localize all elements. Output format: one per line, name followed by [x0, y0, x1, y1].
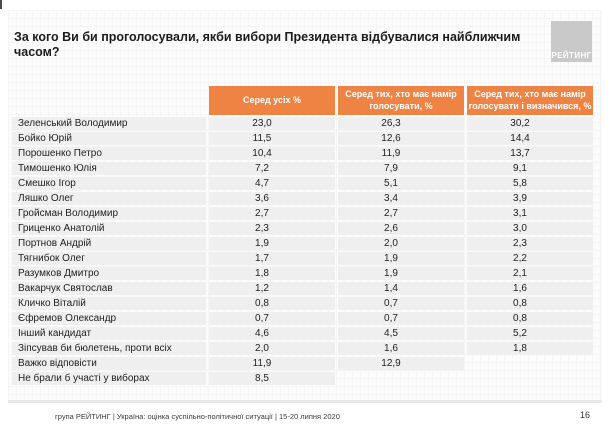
value-cell: 5,2	[467, 327, 593, 340]
value-cell: 1,9	[209, 237, 335, 250]
value-cell: 1,6	[467, 282, 593, 295]
value-cell: 1,8	[209, 267, 335, 280]
value-cell: 3,6	[209, 192, 335, 205]
value-cell: 5,1	[338, 177, 464, 190]
value-cell: 23,0	[209, 117, 335, 130]
slide-title: За кого Ви би проголосували, якби вибори Президента відбувалися найближчим часом?	[14, 30, 521, 59]
value-cell: 0,7	[338, 297, 464, 310]
value-cell: 12,6	[338, 132, 464, 145]
value-cell: 7,2	[209, 162, 335, 175]
candidate-name-cell: Гройсман Володимир	[12, 207, 206, 220]
table-row	[12, 312, 593, 325]
candidate-name-cell: Смешко Ігор	[12, 177, 206, 190]
rating-group-logo	[551, 21, 592, 62]
value-cell: 1,6	[338, 342, 464, 355]
value-cell: 13,7	[467, 147, 593, 160]
table-row	[12, 327, 593, 340]
value-cell: 4,6	[209, 327, 335, 340]
value-cell: 2,0	[209, 342, 335, 355]
table-row	[12, 207, 593, 220]
value-cell: 0,7	[209, 312, 335, 325]
candidate-name-cell: Важко відповісти	[12, 357, 206, 370]
value-cell: 9,1	[467, 162, 593, 175]
candidate-name-cell: Зіпсував би бюлетень, проти всіх	[12, 342, 206, 355]
table-row	[12, 372, 593, 385]
table-row	[12, 282, 593, 295]
table-row	[12, 177, 593, 190]
empty-header-cell	[12, 86, 206, 115]
candidate-name-cell: Вакарчук Святослав	[12, 282, 206, 295]
table-row	[12, 357, 593, 370]
value-cell: 2,7	[338, 207, 464, 220]
table-row	[12, 252, 593, 265]
value-cell: 11,9	[209, 357, 335, 370]
column-header-decided: Серед тих, хто має намір голосувати і визначився, %	[467, 86, 593, 115]
value-cell: 2,1	[467, 267, 593, 280]
table-row	[12, 147, 593, 160]
value-cell: 26,3	[338, 117, 464, 130]
table-row	[12, 192, 593, 205]
candidate-name-cell: Бойко Юрій	[12, 132, 206, 145]
table-row	[12, 222, 593, 235]
value-cell: 1,9	[338, 267, 464, 280]
value-cell: 10,4	[209, 147, 335, 160]
value-cell: 12,9	[338, 357, 464, 370]
value-cell: 4,7	[209, 177, 335, 190]
value-cell: 2,3	[209, 222, 335, 235]
table-row	[12, 297, 593, 310]
value-cell: 2,7	[209, 207, 335, 220]
candidate-name-cell: Портнов Андрій	[12, 237, 206, 250]
candidate-name-cell: Інший кандидат	[12, 327, 206, 340]
value-cell: 11,9	[338, 147, 464, 160]
value-cell: 0,8	[467, 312, 593, 325]
table-row	[12, 117, 593, 130]
candidate-name-cell: Ляшко Олег	[12, 192, 206, 205]
value-cell: 14,4	[467, 132, 593, 145]
value-cell: 0,8	[467, 297, 593, 310]
value-cell: 11,5	[209, 132, 335, 145]
table-row	[12, 342, 593, 355]
value-cell: 0,8	[209, 297, 335, 310]
header-row	[12, 86, 593, 115]
table-row	[12, 237, 593, 250]
poll-results-table	[9, 84, 596, 387]
table-row	[12, 132, 593, 145]
value-cell	[467, 357, 593, 370]
value-cell: 4,5	[338, 327, 464, 340]
candidate-name-cell: Єфремов Олександр	[12, 312, 206, 325]
value-cell: 0,7	[338, 312, 464, 325]
candidate-name-cell: Разумков Дмитро	[12, 267, 206, 280]
value-cell: 1,9	[338, 252, 464, 265]
value-cell: 30,2	[467, 117, 593, 130]
table-row	[12, 162, 593, 175]
poll-table-body	[12, 117, 593, 385]
value-cell: 2,3	[467, 237, 593, 250]
table-row	[12, 267, 593, 280]
column-header-all: Серед усіх %	[209, 86, 335, 115]
rating-logo-label: РЕЙТИНГ	[551, 51, 592, 60]
value-cell: 3,1	[467, 207, 593, 220]
candidate-name-cell: Тимошенко Юлія	[12, 162, 206, 175]
candidate-name-cell: Зеленський Володимир	[12, 117, 206, 130]
value-cell: 2,2	[467, 252, 593, 265]
value-cell: 2,0	[338, 237, 464, 250]
value-cell	[338, 372, 464, 385]
value-cell: 7,9	[338, 162, 464, 175]
candidate-name-cell: Порошенко Петро	[12, 147, 206, 160]
value-cell: 5,8	[467, 177, 593, 190]
value-cell: 3,4	[338, 192, 464, 205]
candidate-name-cell: Кличко Віталій	[12, 297, 206, 310]
value-cell: 1,2	[209, 282, 335, 295]
candidate-name-cell: Не брали б участі у виборах	[12, 372, 206, 385]
value-cell	[467, 372, 593, 385]
candidate-name-cell: Гриценко Анатолій	[12, 222, 206, 235]
value-cell: 1,8	[467, 342, 593, 355]
value-cell: 1,4	[338, 282, 464, 295]
footer-source: група РЕЙТИНГ | Україна: оцінка суспільно-політичної ситуації | 15-20 липня 2020	[55, 412, 340, 421]
page-number: 16	[580, 410, 591, 420]
value-cell: 8,5	[209, 372, 335, 385]
value-cell: 1,7	[209, 252, 335, 265]
column-header-intend-to-vote: Серед тих, хто має намір голосувати, %	[338, 86, 464, 115]
value-cell: 3,0	[467, 222, 593, 235]
value-cell: 3,9	[467, 192, 593, 205]
candidate-name-cell: Тягнибок Олег	[12, 252, 206, 265]
scan-artifact-mark	[0, 0, 2, 9]
value-cell: 2,6	[338, 222, 464, 235]
